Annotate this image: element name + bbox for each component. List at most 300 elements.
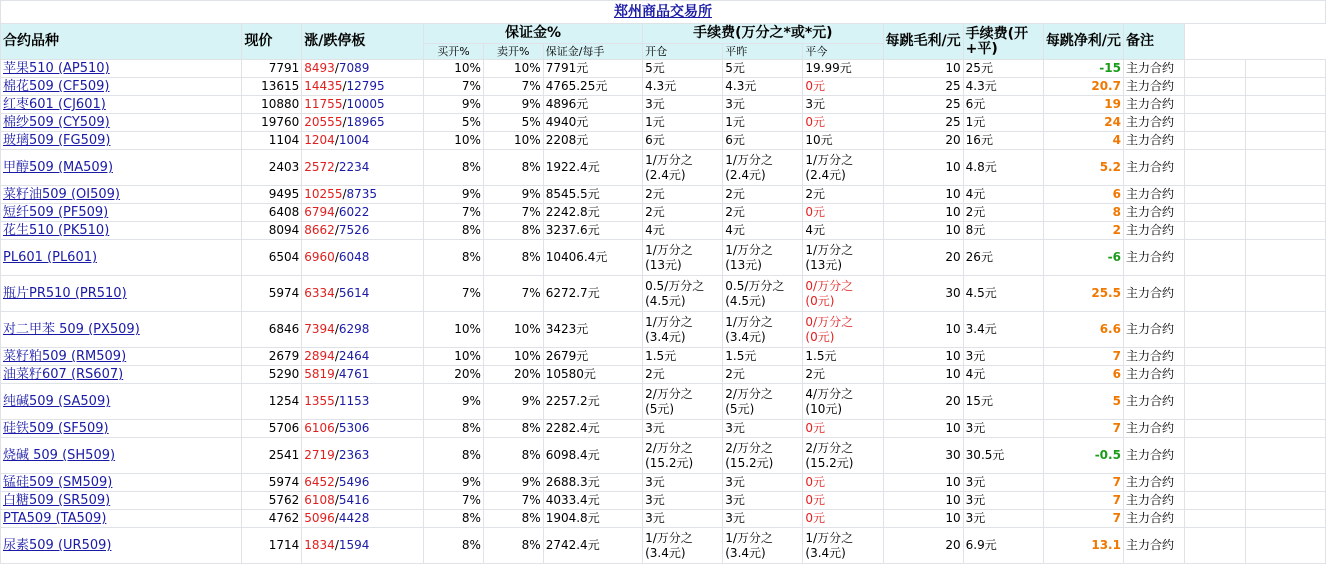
empty-cell-b [1245,78,1325,96]
fee-open-value: 3元 [645,493,665,507]
exchange-title-link[interactable]: 郑州商品交易所 [614,3,712,20]
fee-close-today-value: 4/万分之 [805,386,854,401]
buy-open-cell [424,510,484,528]
margin-value: 2242.8元 [545,205,600,219]
fee-close-today-amount: (13元) [805,257,843,272]
tick-gross-cell [883,204,963,222]
limit-separator: / [334,61,339,75]
fee-open-value: 3元 [645,511,665,525]
buy-open-value: 10% [454,133,481,147]
fee-close-yesterday-amount: (4.5元) [725,293,766,308]
limit-cell [302,348,424,366]
fee-round-value: 3.4元 [965,322,997,336]
note-value: 主力合约 [1125,97,1174,111]
limit-cell [302,510,424,528]
header-contract: 合约品种 [1,24,242,60]
note-cell [1123,312,1184,348]
sell-open-cell [483,312,543,348]
fee-open-value: 0.5/万分之 [645,278,705,293]
margin-cell [543,348,642,366]
limit-separator: / [334,493,339,507]
note-cell [1123,186,1184,204]
limit-cell [302,132,424,150]
fee-close-today-value: 0元 [805,79,826,93]
sell-open-value: 10% [514,61,541,75]
price-value: 7791 [268,61,300,75]
fee-round-value: 1元 [965,115,986,129]
limit-up-value: 1834 [304,538,335,552]
margin-cell [543,96,642,114]
limit-down-value: 7526 [338,223,370,237]
price-value: 19760 [261,115,300,129]
contract-cell [1,528,242,564]
table-row [1,492,1326,510]
empty-cell-b [1245,492,1325,510]
note-value: 主力合约 [1125,205,1174,219]
limit-down-value: 5614 [338,286,370,300]
fee-open-cell [643,222,723,240]
tick-net-cell [1043,222,1123,240]
note-value: 主力合约 [1125,322,1174,336]
contract-link[interactable]: PL601 (PL601) [3,250,98,265]
fee-round-cell [963,276,1043,312]
price-cell [242,186,302,204]
contract-cell [1,222,242,240]
tick-net-cell [1043,312,1123,348]
fee-round-value: 15元 [965,394,993,408]
empty-cell-b [1245,96,1325,114]
buy-open-value: 8% [461,250,481,264]
buy-open-cell [424,96,484,114]
limit-up-value: 6452 [304,475,335,489]
fee-close-yesterday-value: 6元 [725,133,745,147]
fee-close-yesterday-amount: (3.4元) [725,545,766,560]
fee-round-cell [963,438,1043,474]
fee-close-yesterday-cell [723,384,803,420]
fee-close-yesterday-cell [723,492,803,510]
contract-link[interactable]: 菜籽粕509 (RM509) [3,349,127,364]
tick-net-value: 6 [1112,367,1121,381]
table-row [1,240,1326,276]
margin-value: 7791元 [545,61,589,75]
fee-round-value: 4.3元 [965,79,997,93]
tick-gross-value: 10 [945,160,961,174]
sell-open-value: 10% [514,349,541,363]
fee-round-value: 3元 [965,511,986,525]
contract-link[interactable]: 烧碱 509 (SH509) [3,448,116,463]
header-sell-open: 卖开% [483,44,543,60]
tick-gross-cell [883,96,963,114]
fee-open-value: 1/万分之 [645,242,693,257]
tick-gross-cell [883,348,963,366]
tick-gross-cell [883,276,963,312]
tick-gross-value: 10 [945,421,961,435]
margin-cell [543,474,642,492]
price-value: 10880 [261,97,300,111]
fee-open-value: 6元 [645,133,665,147]
empty-cell-a [1184,186,1245,204]
tick-gross-cell [883,186,963,204]
fee-close-yesterday-value: 1/万分之 [725,314,773,329]
fee-close-yesterday-value: 2/万分之 [725,440,773,455]
margin-value: 4765.25元 [545,79,608,93]
buy-open-value: 7% [461,286,481,300]
price-cell [242,510,302,528]
limit-up-value: 5096 [304,511,335,525]
fee-close-today-cell [803,510,883,528]
table-row [1,222,1326,240]
fee-close-yesterday-cell [723,96,803,114]
fee-close-yesterday-cell [723,204,803,222]
empty-cell-a [1184,204,1245,222]
contract-link[interactable]: PTA509 (TA509) [3,511,107,526]
note-cell [1123,276,1184,312]
empty-cell-a [1184,366,1245,384]
contract-link[interactable]: 油菜籽607 (RS607) [3,367,124,382]
contract-link[interactable]: 玻璃509 (FG509) [3,133,111,148]
fee-close-yesterday-value: 3元 [725,97,745,111]
sell-open-cell [483,114,543,132]
fee-open-amount: (2.4元) [645,167,686,182]
buy-open-value: 7% [461,205,481,219]
price-value: 5974 [268,475,300,489]
limit-down-value: 18965 [346,115,385,129]
note-cell [1123,132,1184,150]
limit-cell [302,492,424,510]
price-cell [242,204,302,222]
price-value: 6504 [268,250,300,264]
note-value: 主力合约 [1125,223,1174,237]
price-value: 2541 [268,448,300,462]
fee-close-yesterday-cell [723,528,803,564]
table-row [1,474,1326,492]
fee-open-amount: (13元) [645,257,682,272]
sell-open-cell [483,510,543,528]
fee-close-yesterday-cell [723,114,803,132]
fee-open-value: 1/万分之 [645,530,693,545]
fee-close-today-cell [803,384,883,420]
limit-down-value: 4428 [338,511,370,525]
contract-link[interactable]: 锰硅509 (SM509) [3,475,113,490]
limit-up-value: 1204 [304,133,335,147]
price-value: 4762 [268,511,300,525]
fee-close-today-cell [803,438,883,474]
fee-open-cell [643,114,723,132]
fee-open-cell [643,186,723,204]
contract-cell [1,186,242,204]
note-value: 主力合约 [1125,475,1174,489]
tick-gross-value: 20 [945,250,961,264]
note-value: 主力合约 [1125,349,1174,363]
contract-link[interactable]: 花生510 (PK510) [3,223,110,238]
sell-open-value: 8% [521,538,541,552]
tick-gross-cell [883,222,963,240]
buy-open-value: 10% [454,322,481,336]
tick-net-value: 7 [1112,475,1121,489]
fee-close-yesterday-value: 2元 [725,187,745,201]
margin-value: 2742.4元 [545,538,600,552]
fee-open-value: 3元 [645,421,665,435]
fee-open-value: 2元 [645,187,665,201]
tick-gross-value: 30 [945,448,961,462]
limit-up-value: 11755 [304,97,343,111]
fee-open-cell [643,132,723,150]
sell-open-cell [483,78,543,96]
limit-up-value: 2894 [304,349,335,363]
empty-cell-a [1184,348,1245,366]
fee-close-today-value: 1/万分之 [805,152,854,167]
limit-separator: / [334,160,339,174]
limit-down-value: 6048 [338,250,370,264]
sell-open-value: 10% [514,133,541,147]
limit-up-value: 1355 [304,394,335,408]
fee-close-today-value: 0元 [805,475,826,489]
margin-value: 4033.4元 [545,493,600,507]
note-value: 主力合约 [1125,79,1174,93]
price-cell [242,114,302,132]
fee-round-cell [963,132,1043,150]
tick-net-value: 7 [1112,349,1121,363]
contract-link[interactable]: 对二甲苯 509 (PX509) [3,322,140,337]
header-tick-net: 每跳净利/元 [1043,24,1123,60]
empty-cell-a [1184,222,1245,240]
fee-round-value: 4.8元 [965,160,997,174]
empty-cell-a [1184,474,1245,492]
limit-cell [302,312,424,348]
limit-up-value: 2572 [304,160,335,174]
note-cell [1123,78,1184,96]
tick-net-cell [1043,96,1123,114]
tick-gross-cell [883,474,963,492]
empty-cell-b [1245,114,1325,132]
limit-cell [302,78,424,96]
fee-close-today-value: 19.99元 [805,61,852,75]
limit-separator: / [342,97,347,111]
fee-close-today-cell [803,528,883,564]
tick-gross-value: 10 [945,187,961,201]
margin-value: 1922.4元 [545,160,600,174]
fee-close-yesterday-cell [723,510,803,528]
sell-open-cell [483,60,543,78]
margin-value: 10580元 [545,367,596,381]
price-cell [242,132,302,150]
limit-separator: / [334,250,339,264]
margin-value: 4896元 [545,97,589,111]
limit-down-value: 2363 [338,448,370,462]
contract-link[interactable]: 棉花509 (CF509) [3,79,110,94]
note-value: 主力合约 [1125,538,1174,552]
limit-up-value: 10255 [304,187,343,201]
fee-open-cell [643,510,723,528]
tick-gross-cell [883,492,963,510]
contract-link[interactable]: 菜籽油509 (OI509) [3,187,120,202]
contract-cell [1,96,242,114]
header-fee-open: 开仓 [643,44,723,60]
empty-cell-b [1245,276,1325,312]
tick-gross-cell [883,78,963,96]
fee-close-today-cell [803,474,883,492]
fee-close-today-cell [803,60,883,78]
note-value: 主力合约 [1125,115,1174,129]
margin-cell [543,438,642,474]
limit-down-value: 1594 [338,538,370,552]
limit-separator: / [334,421,339,435]
fee-close-yesterday-cell [723,366,803,384]
contract-link[interactable]: 硅铁509 (SF509) [3,421,109,436]
empty-cell-b [1245,384,1325,420]
fee-close-today-amount: (2.4元) [805,167,846,182]
margin-value: 6272.7元 [545,286,600,300]
contract-link[interactable]: 瓶片PR510 (PR510) [3,286,127,301]
note-value: 主力合约 [1125,61,1174,75]
fee-close-today-value: 1/万分之 [805,530,854,545]
contract-cell [1,348,242,366]
fee-close-yesterday-value: 2元 [725,205,745,219]
contract-link[interactable]: 甲醇509 (MA509) [3,160,114,175]
price-value: 13615 [261,79,300,93]
tick-net-cell [1043,492,1123,510]
margin-value: 2688.3元 [545,475,600,489]
fee-open-value: 3元 [645,97,665,111]
contract-link[interactable]: 苹果510 (AP510) [3,61,110,76]
fee-open-value: 1.5元 [645,349,677,363]
price-cell [242,150,302,186]
fee-close-yesterday-value: 3元 [725,421,745,435]
header-fee-group: 手续费(万分之*或*元) [643,24,883,44]
contract-link[interactable]: 棉纱509 (CY509) [3,115,110,130]
fee-close-yesterday-cell [723,222,803,240]
contract-cell [1,276,242,312]
limit-down-value: 6298 [338,322,370,336]
note-value: 主力合约 [1125,286,1174,300]
fee-close-yesterday-value: 1元 [725,115,745,129]
fee-close-yesterday-value: 4.3元 [725,79,757,93]
fee-open-cell [643,312,723,348]
fee-close-today-amount: (0元) [805,329,835,344]
buy-open-cell [424,384,484,420]
margin-cell [543,222,642,240]
contract-link[interactable]: 红枣601 (CJ601) [3,97,106,112]
buy-open-value: 10% [454,349,481,363]
fee-open-cell [643,366,723,384]
fee-round-value: 8元 [965,223,986,237]
tick-net-cell [1043,366,1123,384]
table-row [1,420,1326,438]
fee-open-cell [643,348,723,366]
buy-open-cell [424,366,484,384]
sell-open-cell [483,528,543,564]
fee-round-cell [963,420,1043,438]
limit-cell [302,384,424,420]
fee-open-cell [643,204,723,222]
tick-net-value: 8 [1112,205,1121,219]
limit-down-value: 5306 [338,421,370,435]
fee-open-cell [643,96,723,114]
limit-up-value: 6334 [304,286,335,300]
empty-cell-a [1184,438,1245,474]
fee-round-cell [963,492,1043,510]
limit-cell [302,204,424,222]
sell-open-value: 7% [521,79,541,93]
buy-open-cell [424,204,484,222]
margin-value: 2679元 [545,349,589,363]
fee-close-today-value: 2元 [805,367,826,381]
contract-link[interactable]: 白糖509 (SR509) [3,493,111,508]
sell-open-cell [483,240,543,276]
fee-close-yesterday-value: 3元 [725,475,745,489]
empty-cell-b [1245,312,1325,348]
fee-close-today-value: 3元 [805,97,826,111]
margin-cell [543,240,642,276]
fee-round-value: 16元 [965,133,993,147]
limit-cell [302,420,424,438]
note-value: 主力合约 [1125,448,1174,462]
contract-cell [1,60,242,78]
note-cell [1123,510,1184,528]
fee-close-yesterday-value: 5元 [725,61,745,75]
limit-cell [302,528,424,564]
fee-open-cell [643,492,723,510]
margin-value: 4940元 [545,115,589,129]
limit-separator: / [334,133,339,147]
note-cell [1123,420,1184,438]
fee-round-cell [963,222,1043,240]
fee-round-value: 30.5元 [965,448,1005,462]
buy-open-value: 9% [461,394,481,408]
buy-open-value: 8% [461,421,481,435]
sell-open-cell [483,438,543,474]
fee-open-amount: (15.2元) [645,455,694,470]
fee-close-today-cell [803,420,883,438]
fee-open-value: 1/万分之 [645,152,693,167]
buy-open-value: 8% [461,160,481,174]
contract-link[interactable]: 短纤509 (PF509) [3,205,109,220]
fee-open-value: 4.3元 [645,79,677,93]
tick-gross-cell [883,60,963,78]
fee-close-yesterday-amount: (13元) [725,257,762,272]
limit-cell [302,366,424,384]
buy-open-cell [424,528,484,564]
fee-open-value: 1元 [645,115,665,129]
empty-cell-a [1184,312,1245,348]
sell-open-cell [483,492,543,510]
margin-cell [543,150,642,186]
fee-close-today-cell [803,96,883,114]
limit-cell [302,96,424,114]
note-cell [1123,384,1184,420]
empty-cell-a [1184,60,1245,78]
exchange-title-cell [1,1,1326,24]
fee-close-yesterday-cell [723,60,803,78]
note-value: 主力合约 [1125,421,1174,435]
fee-open-value: 2元 [645,367,665,381]
fee-round-cell [963,366,1043,384]
note-cell [1123,150,1184,186]
contract-link[interactable]: 尿素509 (UR509) [3,538,112,553]
note-value: 主力合约 [1125,187,1174,201]
tick-net-cell [1043,348,1123,366]
sell-open-value: 5% [521,115,541,129]
fee-close-today-value: 1/万分之 [805,242,854,257]
tick-gross-value: 25 [945,115,961,129]
contract-link[interactable]: 纯碱509 (SA509) [3,394,111,409]
tick-gross-value: 20 [945,133,961,147]
fee-close-today-value: 0/万分之 [805,314,854,329]
margin-value: 8545.5元 [545,187,600,201]
fee-close-yesterday-value: 0.5/万分之 [725,278,785,293]
note-cell [1123,222,1184,240]
contract-cell [1,366,242,384]
